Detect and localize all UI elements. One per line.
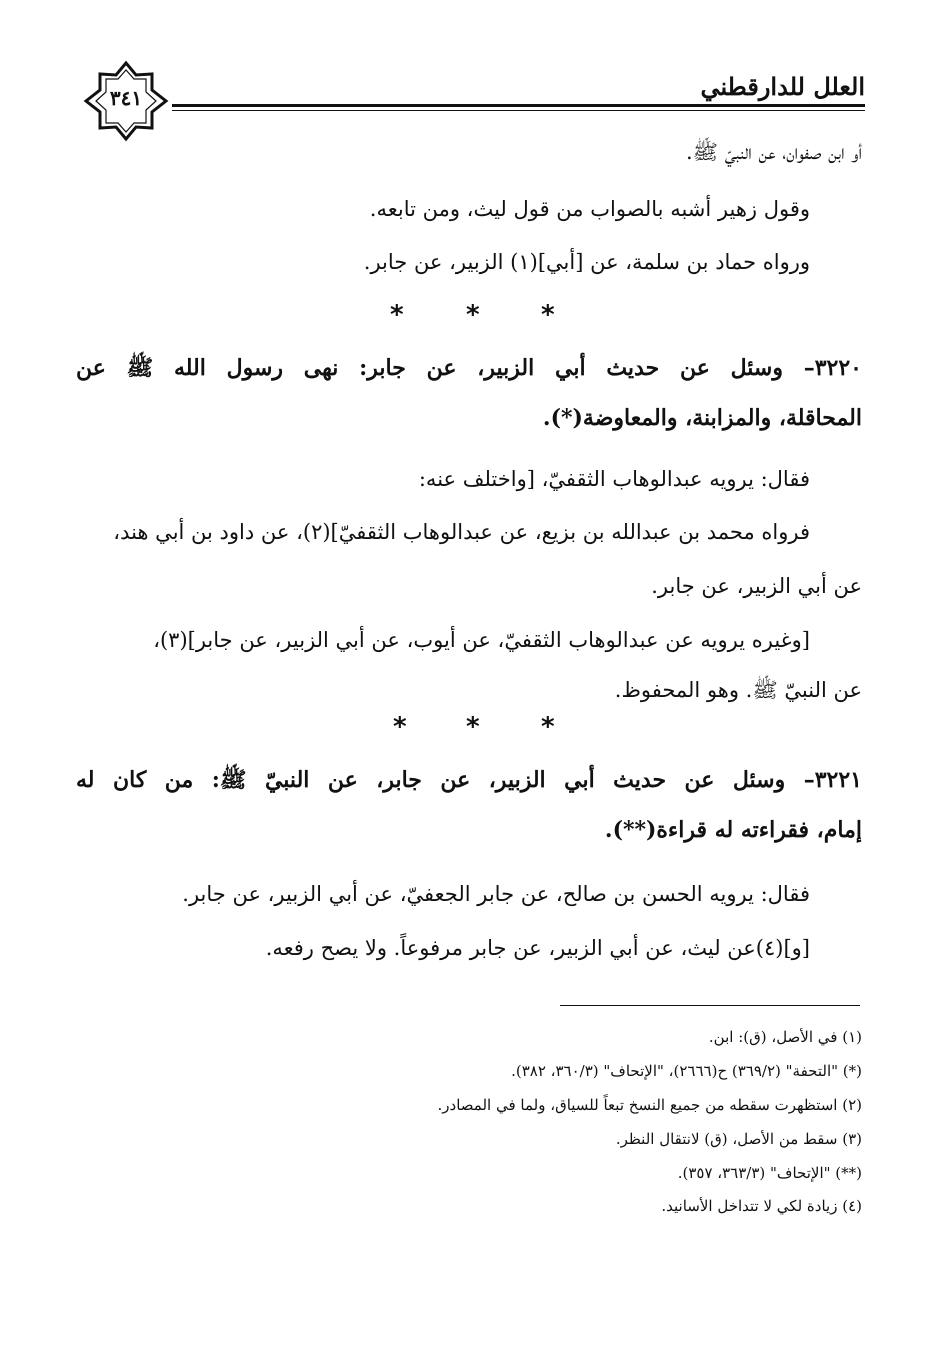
footnote: (٣) سقط من الأصل، (ق) لانتقال النظر. — [615, 1130, 862, 1148]
separator-star: * — [541, 712, 555, 742]
separator-star: * — [466, 712, 480, 742]
text-line: فقال: يرويه عبدالوهاب الثقفيّ، [واختلف عنه: — [418, 467, 810, 491]
text-line: أو ابن صفوان، عن النبيّ ﷺ. — [685, 140, 862, 164]
text-line: [و](٤)عن ليث، عن أبي الزبير، عن جابر مرفوعاً. ولا يصح رفعه. — [265, 936, 810, 960]
footnote: (*) "التحفة" (٣٦٩/٢) ح(٢٦٦٦)، "الإتحاف" (٣٦٠/٣، ٣٨٢). — [511, 1062, 862, 1080]
page-header — [80, 60, 865, 140]
footnote: (٤) زيادة لكي لا تتداخل الأسانيد. — [661, 1197, 862, 1215]
question-heading-line: إمام، فقراءته له قراءة(**). — [604, 817, 862, 843]
text-line: عن النبيّ ﷺ. وهو المحفوظ. — [614, 678, 862, 702]
text-line: عن أبي الزبير، عن جابر. — [651, 574, 862, 598]
question-number: ٣٢٢٠– — [803, 355, 862, 381]
question-heading — [76, 355, 862, 381]
text-line: [وغيره يرويه عن عبدالوهاب الثقفيّ، عن أيوب، عن أبي الزبير، عن جابر](٣)، — [153, 628, 810, 652]
separator-star: * — [390, 300, 404, 330]
question-heading — [76, 767, 862, 793]
text-line: فرواه محمد بن عبدالله بن بزيع، عن عبدالوهاب الثقفيّ](٢)، عن داود بن أبي هند، — [113, 520, 810, 544]
question-heading-line: المحاقلة، والمزابنة، والمعاوضة(*). — [542, 405, 862, 431]
question-number: ٣٢٢١– — [803, 767, 862, 793]
page-number: ٣٤١ — [109, 86, 143, 110]
question-text: وسئل عن حديث أبي الزبير، عن جابر، عن النبيّ ﷺ: من كان له — [76, 767, 786, 793]
footnote: (٢) استظهرت سقطه من جميع النسخ تبعاً للسياق، ولما في المصادر. — [437, 1096, 862, 1114]
separator-star: * — [466, 300, 480, 330]
header-rule-thin — [172, 110, 865, 111]
header-rule — [172, 104, 865, 107]
footnote: (١) في الأصل، (ق): ابن. — [708, 1028, 862, 1046]
separator-star: * — [393, 712, 407, 742]
section-separator — [0, 300, 938, 330]
book-title: العلل للدارقطني — [700, 72, 865, 101]
text-line: ورواه حماد بن سلمة، عن [أبي](١) الزبير، عن جابر. — [363, 250, 810, 274]
footnote-divider — [560, 1005, 860, 1006]
text-line: فقال: يرويه الحسن بن صالح، عن جابر الجعفيّ، عن أبي الزبير، عن جابر. — [182, 882, 810, 906]
question-text: وسئل عن حديث أبي الزبير، عن جابر: نهى رسول الله ﷺ عن — [76, 355, 783, 381]
separator-star: * — [541, 300, 555, 330]
section-separator — [0, 712, 938, 742]
footnote: (**) "الإتحاف" (٣٦٣/٣، ٣٥٧). — [677, 1164, 862, 1182]
text-line: وقول زهير أشبه بالصواب من قول ليث، ومن تابعه. — [369, 197, 810, 221]
